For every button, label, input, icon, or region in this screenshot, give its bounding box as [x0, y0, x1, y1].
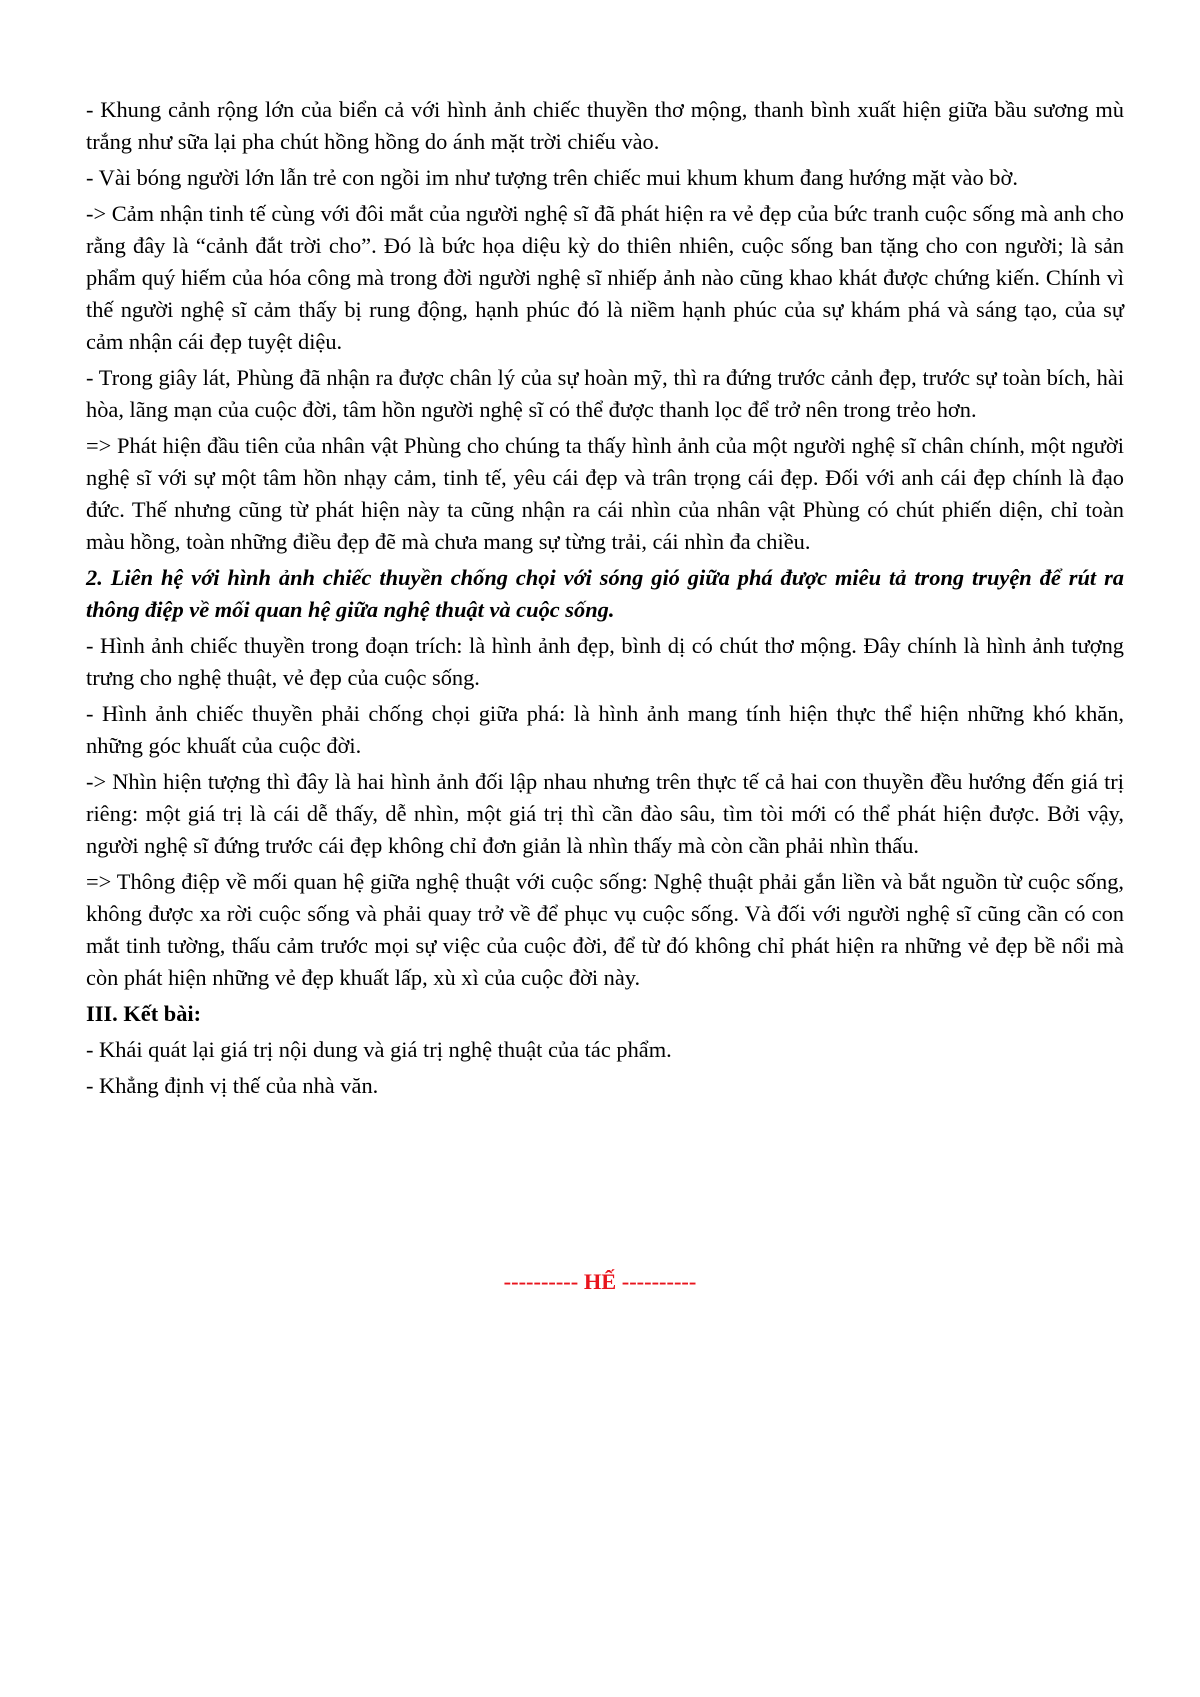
- body-paragraph: - Vài bóng người lớn lẫn trẻ con ngồi im như tượng trên chiếc mui khum khum đang hướng mặt vào bờ.: [86, 165, 1018, 190]
- section-3-heading: III. Kết bài:: [86, 1001, 202, 1026]
- body-paragraph: - Trong giây lát, Phùng đã nhận ra được chân lý của sự hoàn mỹ, thì ra đứng trước cảnh đẹp, trước sự toàn bích, hài hòa, lãng mạn của cuộc đời, tâm hồn người nghệ sĩ có thể được thanh lọc để trở nên trong trẻo hơn.: [86, 365, 1124, 422]
- body-paragraph: => Thông điệp về mối quan hệ giữa nghệ thuật với cuộc sống: Nghệ thuật phải gắn liền và bắt nguồn từ cuộc sống, không được xa rời cuộc sống và phải quay trở về để phục vụ cuộc sống. Và đối với người nghệ sĩ cũng cần có con mắt tinh tường, thấu cảm trước mọi sự việc của cuộc đời, để từ đó không chỉ phát hiện ra những vẻ đẹp bề nổi mà còn phát hiện những vẻ đẹp khuất lấp, xù xì của cuộc đời này.: [86, 869, 1124, 990]
- body-paragraph: => Phát hiện đầu tiên của nhân vật Phùng cho chúng ta thấy hình ảnh của một người nghệ sĩ chân chính, một người nghệ sĩ với sự một tâm hồn nhạy cảm, tinh tế, yêu cái đẹp và trân trọng cái đẹp. Đối với anh cái đẹp chính là đạo đức. Thế nhưng cũng từ phát hiện này ta cũng nhận ra cái nhìn của nhân vật Phùng có chút phiến diện, chỉ toàn màu hồng, toàn những điều đẹp đẽ mà chưa mang sự từng trải, cái nhìn đa chiều.: [86, 433, 1124, 554]
- body-paragraph: - Khung cảnh rộng lớn của biển cả với hình ảnh chiếc thuyền thơ mộng, thanh bình xuất hiện giữa bầu sương mù trắng như sữa lại pha chút hồng hồng do ánh mặt trời chiếu vào.: [86, 97, 1124, 154]
- body-paragraph: - Khẳng định vị thế của nhà văn.: [86, 1073, 379, 1098]
- body-paragraph: -> Nhìn hiện tượng thì đây là hai hình ảnh đối lập nhau nhưng trên thực tế cả hai con thuyền đều hướng đến giá trị riêng: một giá trị là cái dễ thấy, dễ nhìn, một giá trị thì cần đào sâu, tìm tòi mới có thể phát hiện được. Bởi vậy, người nghệ sĩ đứng trước cái đẹp không chỉ đơn giản là nhìn thấy mà còn cần phải nhìn thấu.: [86, 769, 1124, 858]
- body-paragraph: - Hình ảnh chiếc thuyền trong đoạn trích: là hình ảnh đẹp, bình dị có chút thơ mộng. Đây chính là hình ảnh tượng trưng cho nghệ thuật, vẻ đẹp của cuộc sống.: [86, 633, 1124, 690]
- body-paragraph: -> Cảm nhận tinh tế cùng với đôi mắt của người nghệ sĩ đã phát hiện ra vẻ đẹp của bức tranh cuộc sống mà anh cho rằng đây là “cảnh đắt trời cho”. Đó là bức họa diệu kỳ do thiên nhiên, cuộc sống ban tặng cho con người; là sản phẩm quý hiếm của hóa công mà trong đời người nghệ sĩ nhiếp ảnh nào cũng khao khát được chứng kiến. Chính vì thế người nghệ sĩ cảm thấy bị rung động, hạnh phúc đó là niềm hạnh phúc của sự khám phá và sáng tạo, của sự cảm nhận cái đẹp tuyệt diệu.: [86, 201, 1124, 354]
- body-paragraph: - Khái quát lại giá trị nội dung và giá trị nghệ thuật của tác phẩm.: [86, 1037, 672, 1062]
- body-paragraph: - Hình ảnh chiếc thuyền phải chống chọi giữa phá: là hình ảnh mang tính hiện thực thể hiện những khó khăn, những góc khuất của cuộc đời.: [86, 701, 1124, 758]
- end-of-document-mark: ---------- HẾ ----------: [503, 1269, 697, 1294]
- section-2-heading: 2. Liên hệ với hình ảnh chiếc thuyền chống chọi với sóng gió giữa phá được miêu tả trong truyện để rút ra thông điệp về mối quan hệ giữa nghệ thuật và cuộc sống.: [86, 565, 1124, 622]
